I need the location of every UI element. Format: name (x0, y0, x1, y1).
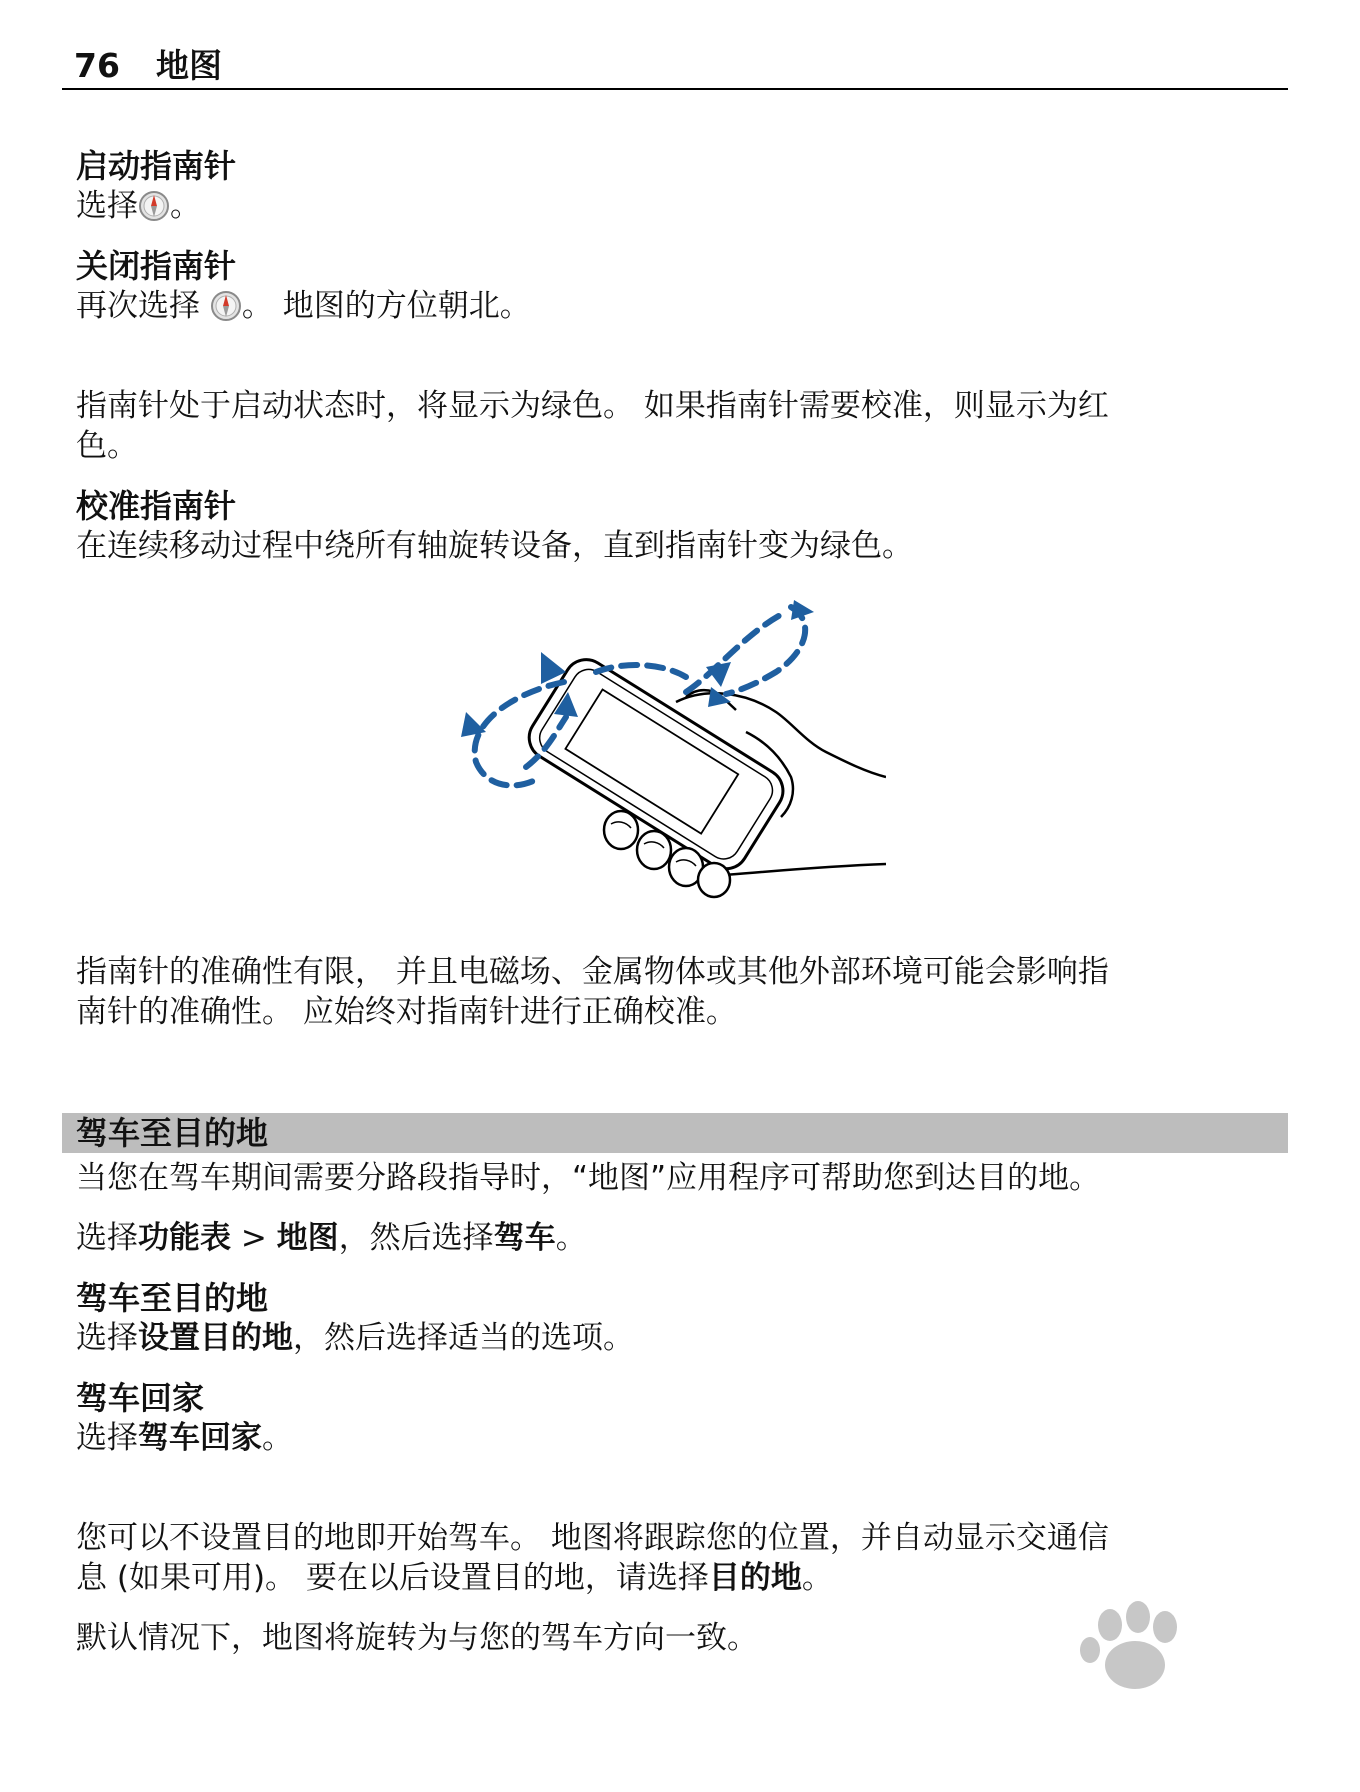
compass-status-note (76, 386, 1286, 466)
drive-select-instruction (76, 1218, 1286, 1258)
destination-label: 目的地 (708, 1560, 802, 1596)
note-line-2: 色。 (76, 428, 138, 464)
set-destination-label: 设置目的地 (138, 1320, 293, 1356)
chapter-title: 地图 (156, 46, 222, 85)
home-suffix: 。 (262, 1420, 293, 1456)
drive-intro: 当您在驾车期间需要分路段指导时，“地图”应用程序可帮助您到达目的地。 (76, 1160, 1101, 1196)
page-number: 76 (74, 46, 120, 85)
heading-calibrate-compass: 校准指南针 (76, 487, 237, 525)
calibrate-text: 在连续移动过程中绕所有轴旋转设备，直到指南针变为绿色。 (76, 528, 913, 564)
heading-close-compass: 关闭指南针 (76, 247, 237, 285)
close-text-after: 。 地图的方位朝北。 (241, 288, 531, 324)
heading-start-compass: 启动指南针 (76, 147, 237, 185)
baidu-jingyan-watermark (960, 1595, 1290, 1755)
start-text-after: 。 (170, 188, 201, 224)
section-bar-drive (62, 1113, 1288, 1153)
compass-section (76, 146, 1286, 1032)
default-rotation-note: 默认情况下，地图将旋转为与您的驾车方向一致。 (76, 1620, 758, 1656)
compass-icon (210, 290, 242, 322)
dest-suffix: ，然后选择适当的选项。 (293, 1320, 634, 1356)
start-text-before: 选择 (76, 188, 138, 224)
heading-drive-home: 驾车回家 (76, 1379, 205, 1417)
page-header (62, 44, 1288, 90)
arrow-separator: > (231, 1220, 277, 1256)
menu-label: 功能表 (138, 1220, 231, 1256)
section-title: 驾车至目的地 (76, 1114, 269, 1152)
free-line-2-suffix: 。 (801, 1560, 833, 1596)
drive-section (76, 1158, 1286, 1658)
accuracy-line-2: 南针的准确性。 应始终对指南针进行正确校准。 (76, 994, 737, 1030)
compass-accuracy-note (76, 952, 1286, 1032)
select-prefix: 选择 (76, 1220, 138, 1256)
hand-rotating-phone-illustration (446, 592, 886, 912)
drive-home-text (76, 1418, 1286, 1458)
dest-prefix: 选择 (76, 1320, 138, 1356)
home-prefix: 选择 (76, 1420, 138, 1456)
select-middle: ，然后选择 (338, 1220, 494, 1256)
compass-icon (138, 190, 170, 222)
drive-destination-text (76, 1318, 1286, 1358)
maps-label: 地图 (276, 1220, 339, 1256)
select-end: 。 (555, 1220, 587, 1256)
free-drive-note (76, 1518, 1286, 1598)
free-line-1: 您可以不设置目的地即开始驾车。 地图将跟踪您的位置，并自动显示交通信 (76, 1520, 1109, 1556)
note-line-1: 指南针处于启动状态时，将显示为绿色。 如果指南针需要校准，则显示为红 (76, 388, 1109, 424)
close-compass-text (76, 286, 1286, 326)
drive-label: 驾车 (493, 1220, 556, 1256)
start-compass-text (76, 186, 1286, 226)
accuracy-line-1: 指南针的准确性有限， 并且电磁场、金属物体或其他外部环境可能会影响指 (76, 954, 1109, 990)
close-text-before: 再次选择 (76, 288, 210, 324)
free-line-2-prefix: 息 (如果可用)。 要在以后设置目的地，请选择 (76, 1560, 709, 1596)
calibration-illustration (76, 566, 1286, 952)
drive-home-label: 驾车回家 (138, 1420, 262, 1456)
heading-drive-destination: 驾车至目的地 (76, 1279, 269, 1317)
